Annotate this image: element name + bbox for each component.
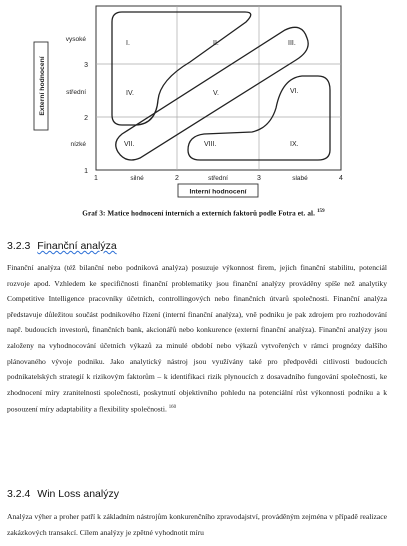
figure-caption-text: Graf 3: Matice hodnocení interních a externích faktorů podle Fotra et. al. <box>82 209 316 218</box>
cell-label: III. <box>288 40 296 47</box>
win-loss-paragraph <box>7 509 387 540</box>
cell-label: VI. <box>290 88 299 95</box>
paragraph-text: Finanční analýza (též bilanční nebo podniková analýza) posuzuje výkonnost firem, jejich finanční stabilitu, potenciál rozvoje apod. Vzhledem ke specifičnosti finanční problematiky jsou finanční analýzy prováděny spíše než analytiky Competitive Intelligence pracovníky účetních, controllingových nebo finančních útvarů společnosti. Finanční analýza představuje důležitou součást podnikového řízení (interní finanční analýza), vně podniku je pak zdrojem pro rozhodování např. budoucích investorů, finančních bank, akcionářů nebo konkurence (externí finanční analýza). Finanční analýzy jsou založeny na vyhodnocování účetních výkazů za minulé období nebo výkazů vytvořených v rámci prognózy dalšího plánovaného vývoje podniku. Jako analytický nástroj jsou využívány také pro předpovědi citlivosti budoucích podnikatelských strategií k rizikovým faktorům – k identifikaci rizik plynoucích z dosavadního fungování společnosti, ke zhodnocení míry zranitelnosti společnosti, poskytnutí objektivního pohledu na potenciální růst výkonnosti podniku a k posouzení míry adaptability a flexibility společnosti. <box>7 263 387 414</box>
y-axis-title: Externí hodnocení <box>39 56 46 116</box>
y-tick-label: 3 <box>84 62 88 69</box>
x-category-label: silné <box>130 175 144 182</box>
paragraph-text: Analýza výher a proher patří k základním nástrojům konkurenčního zpravodajství, prováděným zejména v případě realizace zakázkových transakcí. Cílem analýzy je zpětné vyhodnotit míru <box>7 512 387 537</box>
cell-label: V. <box>213 90 219 97</box>
figure-caption <box>0 209 407 217</box>
figure-caption-footnote-ref: 159 <box>316 209 325 214</box>
y-tick-label: 2 <box>84 115 88 122</box>
section-title: Win Loss analýzy <box>37 488 119 500</box>
section-number: 3.2.3 <box>7 240 31 252</box>
x-tick-label: 2 <box>175 175 179 182</box>
y-category-label: nízké <box>70 141 86 148</box>
y-category-label: vysoké <box>65 36 86 43</box>
x-category-label: střední <box>208 175 228 182</box>
section-heading-win-loss <box>7 488 119 500</box>
x-tick-label: 4 <box>339 175 343 182</box>
ie-matrix-figure <box>0 0 407 210</box>
cell-label: II. <box>213 40 219 47</box>
footnote-ref: 160 <box>168 405 176 411</box>
cell-label: IX. <box>290 141 299 148</box>
section-number: 3.2.4 <box>7 488 31 500</box>
cell-label: I. <box>126 40 130 47</box>
section-heading-financial-analysis <box>7 240 117 252</box>
cell-label: VIII. <box>204 141 217 148</box>
y-tick-label: 1 <box>84 168 88 175</box>
cell-label: VII. <box>124 141 135 148</box>
x-tick-label: 1 <box>94 175 98 182</box>
section-title: Finanční analýza <box>37 240 117 252</box>
x-tick-label: 3 <box>257 175 261 182</box>
financial-analysis-paragraph <box>7 260 387 417</box>
x-axis-title: Interní hodnocení <box>189 188 247 196</box>
cell-label: IV. <box>126 90 134 97</box>
y-category-label: střední <box>66 89 86 96</box>
x-category-label: slabé <box>292 175 308 182</box>
